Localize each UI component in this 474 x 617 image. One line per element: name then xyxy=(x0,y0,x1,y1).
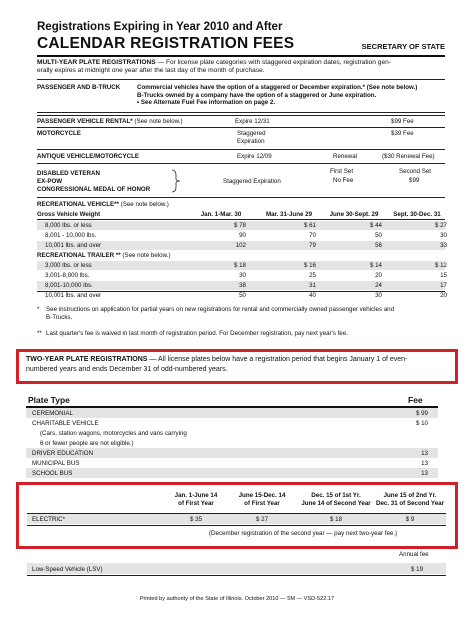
electric-cell: $ 9 xyxy=(405,516,415,523)
antique-expire: Expire 12/09 xyxy=(237,153,272,160)
trailer-cell: 24 xyxy=(375,282,382,289)
rv-cell: 50 xyxy=(375,232,382,239)
page-title: CALENDAR REGISTRATION FEES xyxy=(37,35,295,52)
passenger-btruck-line3: • See Alternate Fuel Fee information on page 2. xyxy=(137,99,276,106)
plate-row-label: DRIVER EDUCATION xyxy=(32,449,94,457)
footer: Printed by authority of the State of Illinois. October 2010 — 5M — VSD-522.17 xyxy=(139,596,335,602)
antique-renewal: Renewal xyxy=(333,153,358,160)
motorcycle-expiration: Expiration xyxy=(237,138,265,145)
trailer-cell: 20 xyxy=(375,272,382,279)
plate-row-fee: 13 xyxy=(421,459,428,467)
rv-cell: 79 xyxy=(309,242,316,249)
plate-row-fee: 13 xyxy=(421,449,428,457)
electric-col-sub: of First Year xyxy=(244,500,280,507)
first-set-val: No Fee xyxy=(333,177,354,184)
plate-row-label: CEREMONIAL xyxy=(32,409,73,417)
multi-year-heading: MULTI-YEAR PLATE REGISTRATIONS xyxy=(37,59,156,66)
trailer-cell: $ 18 xyxy=(233,262,246,269)
passenger-btruck-line2: B-Trucks owned by a company have the option of a staggered or June expiration. xyxy=(137,91,377,99)
rv-row-label: 8,000 lbs. or less xyxy=(45,222,92,229)
trailer-row-label: 8,001-10,000 lbs. xyxy=(45,282,93,289)
trailer-heading: RECREATIONAL TRAILER ** xyxy=(37,252,121,259)
col-head-4: Sept. 30-Dec. 31 xyxy=(393,211,441,218)
plate-type-head: Plate Type xyxy=(28,395,70,405)
note-2-mark: ** xyxy=(37,330,42,337)
lsv-label: Low-Speed Vehicle (LSV) xyxy=(32,566,103,573)
electric-col-sub: of First Year xyxy=(178,500,214,507)
multi-year-text2: erally expires at midnight one year after the last day of the month of purchase. xyxy=(37,67,265,75)
multi-year-intro xyxy=(37,59,447,76)
note-2-text: Last quarter's fee is waived in last month of registration period. For December registration, pay next year's fee. xyxy=(46,330,348,337)
multi-year-text1: — For license plate categories with staggered expiration dates, registration gen- xyxy=(155,59,391,66)
rental-row xyxy=(37,118,445,126)
rv-cell: $ 78 xyxy=(233,222,246,229)
motorcycle-staggered: Staggered xyxy=(237,130,266,137)
col-head-1: Jan. 1-Mar. 30 xyxy=(200,211,242,218)
plate-row-fee: 13 xyxy=(421,469,428,477)
electric-label: ELECTRIC* xyxy=(32,516,66,523)
annual-fee-head: Annual fee xyxy=(399,551,429,558)
electric-col-head: Dec. 15 of 1st Yr. xyxy=(311,492,361,499)
lsv-fee: $ 19 xyxy=(411,566,424,573)
rv-row-label: 10,001 lbs. and over xyxy=(45,242,102,249)
trailer-cell: 38 xyxy=(239,282,246,289)
rv-heading: RECREATIONAL VEHICLE** xyxy=(37,201,119,208)
plate-row-shade xyxy=(26,468,438,478)
trailer-cell: 15 xyxy=(440,272,447,279)
passenger-btruck-line1: Commercial vehicles have the option of a staggered or December expiration.* (See note below.) xyxy=(137,84,418,91)
veteran-label-1: DISABLED VETERAN xyxy=(37,170,100,177)
electric-cell: $ 35 xyxy=(189,516,203,523)
trailer-cell: $ 14 xyxy=(369,262,382,269)
motorcycle-fee: $39 Fee xyxy=(391,130,414,137)
trailer-cell: 31 xyxy=(309,282,316,289)
second-set-head: Second Set xyxy=(399,168,431,175)
two-year-line2: numbered years and ends December 31 of odd-numbered years. xyxy=(26,365,228,373)
note-1-mark: * xyxy=(37,306,40,313)
second-set-val: $99 xyxy=(409,177,420,184)
passenger-btruck-label: PASSENGER AND B-TRUCK xyxy=(37,84,121,91)
veteran-middle: Staggered Expiration xyxy=(223,178,281,185)
agency-name: SECRETARY OF STATE xyxy=(361,42,445,51)
trailer-cell: 30 xyxy=(375,292,382,299)
electric-col-head: June 15 of 2nd Yr. xyxy=(383,492,437,499)
trailer-row-label: 10,001 lbs. and over xyxy=(45,292,102,299)
note-1-line2: B-Trucks. xyxy=(46,314,73,321)
trailer-cell: $ 16 xyxy=(303,262,316,269)
two-year-text xyxy=(26,355,452,374)
trailer-cell: 25 xyxy=(309,272,316,279)
rv-cell: $ 61 xyxy=(303,222,316,229)
rv-row-label: 8,001 - 10,000 lbs. xyxy=(45,232,97,239)
passenger-btruck-box xyxy=(37,79,445,113)
electric-note: (December registration of the second year — pay next two-year fee.) xyxy=(209,530,398,537)
plate-row-fee: $ 99 xyxy=(415,409,428,417)
rental-note: (See note below.) xyxy=(132,118,183,125)
plate-row-label: MUNICIPAL BUS xyxy=(32,459,80,467)
brace-icon xyxy=(171,169,181,193)
rental-label: PASSENGER VEHICLE RENTAL* xyxy=(37,118,133,125)
rv-cell: 70 xyxy=(309,232,316,239)
antique-fee: ($30 Renewal Fee) xyxy=(382,153,435,160)
electric-col-sub: Dec. 31 of Second Year xyxy=(376,500,444,507)
header-subtitle: Registrations Expiring in Year 2010 and After xyxy=(37,21,283,33)
rv-cell: $ 44 xyxy=(369,222,382,229)
trailer-row-label: 3,001-8,000 lbs. xyxy=(45,272,90,279)
col-head-3: June 30-Sept. 29 xyxy=(329,211,379,218)
rv-cell: 90 xyxy=(239,232,246,239)
electric-col-head: June 15-Dec. 14 xyxy=(238,492,286,499)
trailer-row-label: 3,000 lbs. or less xyxy=(45,262,92,269)
rv-cell: 30 xyxy=(440,232,447,239)
trailer-note: (See note below.) xyxy=(120,252,171,259)
antique-label: ANTIQUE VEHICLE/MOTORCYCLE xyxy=(37,153,139,160)
note-1-line1: See instructions on application for partial years on new registrations for rental and commercially owned passenger vehicles and xyxy=(46,306,395,313)
electric-col-head: Jan. 1-June 14 xyxy=(174,492,218,499)
electric-cell: $ 27 xyxy=(255,516,269,523)
two-year-heading: TWO-YEAR PLATE REGISTRATIONS xyxy=(26,356,148,363)
plate-row-label: SCHOOL BUS xyxy=(32,469,73,477)
trailer-cell: 30 xyxy=(239,272,246,279)
first-set-head: First Set xyxy=(330,168,354,175)
motorcycle-label: MOTORCYCLE xyxy=(37,130,81,137)
weight-head: Gross Vehicle Weight xyxy=(37,211,101,218)
motorcycle-row xyxy=(37,130,445,146)
veteran-block xyxy=(37,167,445,195)
two-year-line1: — All license plates below have a registration period that begins January 1 of even- xyxy=(147,356,408,363)
trailer-cell: 40 xyxy=(309,292,316,299)
rv-cell: 33 xyxy=(440,242,447,249)
veteran-label-3: CONGRESSIONAL MEDAL OF HONOR xyxy=(37,186,151,193)
rv-cell: 102 xyxy=(235,242,246,249)
rental-fee: $99 Fee xyxy=(391,118,414,125)
plate-row-fee: $ 10 xyxy=(415,419,428,427)
electric-col-sub: June 14 of Second Year xyxy=(301,500,371,507)
fee-head: Fee xyxy=(408,395,423,405)
trailer-cell: 17 xyxy=(440,282,447,289)
plate-row-shade xyxy=(26,408,438,418)
col-head-2: Mar. 31-June 29 xyxy=(265,211,313,218)
veteran-label-2: EX-POW xyxy=(37,178,63,185)
rv-cell: $ 27 xyxy=(434,222,447,229)
trailer-cell: 50 xyxy=(239,292,246,299)
rv-note: (See note below.) xyxy=(118,201,169,208)
electric-cell: $ 18 xyxy=(329,516,343,523)
rental-expire: Expire 12/31 xyxy=(235,118,270,125)
plate-row-label: (Cars, station wagons, motorcycles and vans carrying xyxy=(40,429,187,437)
trailer-cell: $ 12 xyxy=(434,262,447,269)
rv-cell: 56 xyxy=(375,242,382,249)
plate-row-label: CHARITABLE VEHICLE xyxy=(32,419,99,427)
plate-row-label: 6 or fewer people are not eligible.) xyxy=(40,439,134,447)
trailer-cell: 20 xyxy=(440,292,447,299)
antique-row xyxy=(37,153,445,161)
